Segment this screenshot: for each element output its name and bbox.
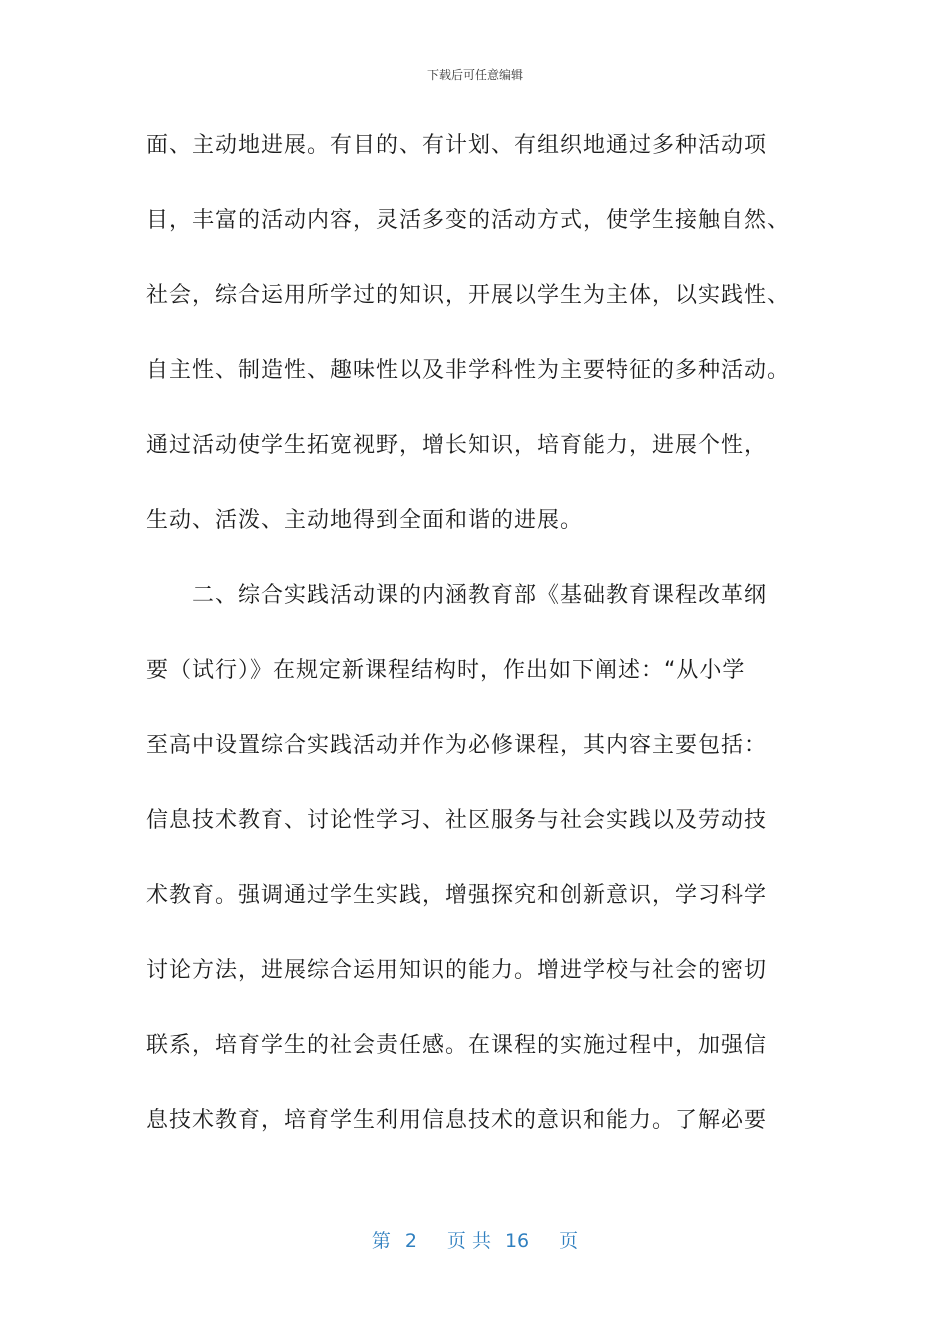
text-line: 要（试行）》在规定新课程结构时，作出如下阐述：“从小学 (146, 658, 746, 683)
text-line: 二、综合实践活动课的内涵教育部《基础教育课程改革纲 (146, 583, 768, 608)
page-header: 下载后可任意编辑 (426, 68, 523, 82)
text-line: 联系，培育学生的社会责任感。在课程的实施过程中，加强信 (146, 1033, 768, 1058)
text-line: 面、主动地进展。有目的、有计划、有组织地通过多种活动项 (146, 133, 768, 158)
text-line: 信息技术教育、讨论性学习、社区服务与社会实践以及劳动技 (146, 808, 768, 833)
footer-current-page: 2 (404, 1230, 417, 1252)
footer-suffix: 页 (559, 1230, 579, 1252)
footer-total-pages: 16 (504, 1230, 530, 1252)
footer-middle: 页 共 (446, 1230, 491, 1252)
text-line: 术教育。强调通过学生实践，增强探究和创新意识，学习科学 (146, 883, 768, 908)
text-line: 讨论方法，进展综合运用知识的能力。增进学校与社会的密切 (146, 958, 768, 983)
document-body (146, 128, 826, 1178)
text-line: 息技术教育，培育学生利用信息技术的意识和能力。了解必要 (146, 1108, 768, 1133)
footer-prefix: 第 (371, 1230, 391, 1252)
text-line: 通过活动使学生拓宽视野，增长知识，培育能力，进展个性， (146, 433, 768, 458)
text-line: 生动、活泼、主动地得到全面和谐的进展。 (146, 508, 584, 533)
page-footer (0, 1226, 950, 1253)
text-line: 目，丰富的活动内容，灵活多变的活动方式，使学生接触自然、 (146, 208, 791, 233)
text-line: 社会，综合运用所学过的知识，开展以学生为主体，以实践性、 (146, 283, 791, 308)
text-line: 至高中设置综合实践活动并作为必修课程，其内容主要包括： (146, 733, 768, 758)
text-line: 自主性、制造性、趣味性以及非学科性为主要特征的多种活动。 (146, 358, 791, 383)
